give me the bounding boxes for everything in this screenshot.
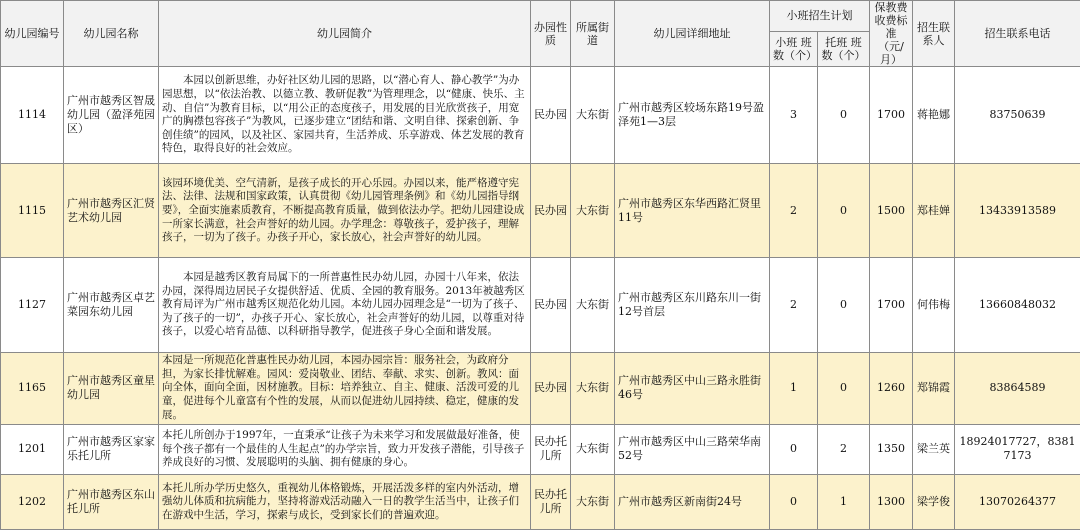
cell-phone: 83864589 [955, 352, 1080, 424]
header-id: 幼儿园编号 [1, 1, 64, 67]
cell-name: 广州市越秀区汇贤艺术幼儿园 [64, 164, 159, 258]
cell-phone: 83750639 [955, 67, 1080, 164]
cell-phone: 13433913589 [955, 164, 1080, 258]
cell-nursery-class: 0 [818, 67, 870, 164]
cell-address: 广州市越秀区中山三路永胜街46号 [615, 352, 770, 424]
cell-fee: 1300 [870, 474, 913, 529]
cell-intro [159, 474, 531, 529]
cell-intro [159, 424, 531, 474]
cell-street: 大东街 [571, 424, 615, 474]
intro-text: 本园是越秀区教育局属下的一所普惠性民办幼儿园，办园十八年来，依法办园，深得周边居民子女提供舒适、优质、全园的教育服务。2013年被越秀区教育局评为广州市越秀区规范化幼儿园。本幼儿园办园理念是“一切为了孩子、为了孩子的一切”，办孩子开心、家长放心，社会声誉好的幼儿园，以尊重对待孩子，以爱心培育品德、以科研指导教学，促进孩子身心全面和谐发展。 [162, 271, 525, 337]
cell-nursery-class: 2 [818, 424, 870, 474]
intro-text: 本托儿所办学历史悠久，重视幼儿体格锻炼，开展活泼多样的室内外活动，增强幼儿体质和抗病能力，坚持将游戏活动融入一日的教学生活当中，让孩子们在游戏中生活，学习，探索与成长，受到家长们的普遍欢迎。 [162, 482, 519, 521]
header-small-class: 小班 班数（个） [770, 31, 818, 66]
header-name: 幼儿园名称 [64, 1, 159, 67]
cell-name: 广州市越秀区东山托儿所 [64, 474, 159, 529]
cell-id: 1165 [1, 352, 64, 424]
cell-intro [159, 67, 531, 164]
cell-name: 广州市越秀区智晟幼儿园（盈泽苑园区） [64, 67, 159, 164]
cell-name: 广州市越秀区卓艺菜园东幼儿园 [64, 258, 159, 352]
cell-fee: 1700 [870, 67, 913, 164]
cell-address: 广州市越秀区较场东路19号盈泽苑1—3层 [615, 67, 770, 164]
cell-intro [159, 352, 531, 424]
cell-address: 广州市越秀区东华西路汇贤里11号 [615, 164, 770, 258]
cell-nature: 民办托儿所 [531, 424, 571, 474]
header-plan: 小班招生计划 [770, 1, 870, 32]
cell-fee: 1350 [870, 424, 913, 474]
cell-contact: 蒋艳娜 [913, 67, 955, 164]
cell-small-class: 0 [770, 474, 818, 529]
cell-street: 大东街 [571, 67, 615, 164]
table-row [1, 164, 1080, 258]
cell-small-class: 1 [770, 352, 818, 424]
table-row [1, 352, 1080, 424]
cell-nature: 民办园 [531, 164, 571, 258]
cell-fee: 1500 [870, 164, 913, 258]
table-row [1, 474, 1080, 529]
header-phone: 招生联系电话 [955, 1, 1080, 67]
cell-small-class: 2 [770, 164, 818, 258]
cell-nursery-class: 0 [818, 352, 870, 424]
cell-small-class: 2 [770, 258, 818, 352]
cell-contact: 郑锦霞 [913, 352, 955, 424]
cell-intro [159, 164, 531, 258]
table-row [1, 424, 1080, 474]
cell-address: 广州市越秀区东川路东川一街12号首层 [615, 258, 770, 352]
cell-phone: 13660848032 [955, 258, 1080, 352]
cell-fee: 1260 [870, 352, 913, 424]
cell-nature: 民办托儿所 [531, 474, 571, 529]
header-contact: 招生联系人 [913, 1, 955, 67]
cell-street: 大东街 [571, 352, 615, 424]
intro-text: 该园环境优美、空气清新，是孩子成长的开心乐园。办园以来，能严格遵守宪法、法律、法规和国家政策，认真贯彻《幼儿园管理条例》和《幼儿园指导纲要》，全面实施素质教育，不断提高教育质量，做到依法办学。把幼儿园建设成一所家长满意，社会声誉好的幼儿园。办学理念：尊敬孩子，爱护孩子，理解孩子，一切为了孩子。办孩子开心，家长放心，社会声誉好的幼儿园。 [162, 177, 524, 243]
cell-nature: 民办园 [531, 352, 571, 424]
intro-text: 本园以创新思维，办好社区幼儿园的思路，以“潜心育人、静心教学”为办园思想，以“依法治教、以德立教、教研促教”为管理理念，以“健康、快乐、主动、自信”为教育目标，以“用公正的态度孩子，用发展的目光欣赏孩子，用宽广的胸襟包容孩子”为教风，已逐步建立“团结和谐、文明自律、探索创新、争创佳绩”的园风，以及社区、家园共育，生活养成、乐享游戏、体艺发展的教育特色，取得良好的社会效应。 [162, 74, 525, 154]
header-nursery-class: 托班 班数（个） [818, 31, 870, 66]
header-nature: 办园性质 [531, 1, 571, 67]
cell-nursery-class: 0 [818, 258, 870, 352]
cell-id: 1115 [1, 164, 64, 258]
table-row [1, 67, 1080, 164]
cell-small-class: 3 [770, 67, 818, 164]
header-street: 所属街道 [571, 1, 615, 67]
cell-phone: 13070264377 [955, 474, 1080, 529]
cell-phone: 18924017727，83817173 [955, 424, 1080, 474]
cell-name: 广州市越秀区童星幼儿园 [64, 352, 159, 424]
cell-nursery-class: 1 [818, 474, 870, 529]
header-fee: 保教费收费标准（元/月） [870, 1, 913, 67]
cell-contact: 梁学俊 [913, 474, 955, 529]
intro-text: 本托儿所创办于1997年，一直秉承“让孩子为未来学习和发展做最好准备，使每个孩子都有一个最佳的人生起点”的办学宗旨，致力开发孩子潜能，引导孩子养成良好的习惯、发展聪明的头脑、拥有健康的身心。 [162, 429, 524, 468]
cell-id: 1201 [1, 424, 64, 474]
table-row [1, 258, 1080, 352]
cell-fee: 1700 [870, 258, 913, 352]
cell-id: 1127 [1, 258, 64, 352]
cell-contact: 梁兰英 [913, 424, 955, 474]
cell-contact: 郑桂婵 [913, 164, 955, 258]
cell-small-class: 0 [770, 424, 818, 474]
cell-address: 广州市越秀区新南街24号 [615, 474, 770, 529]
cell-intro [159, 258, 531, 352]
cell-street: 大东街 [571, 474, 615, 529]
cell-id: 1202 [1, 474, 64, 529]
cell-id: 1114 [1, 67, 64, 164]
cell-nature: 民办园 [531, 67, 571, 164]
cell-address: 广州市越秀区中山三路荣华南52号 [615, 424, 770, 474]
cell-name: 广州市越秀区家家乐托儿所 [64, 424, 159, 474]
cell-street: 大东街 [571, 164, 615, 258]
header-intro: 幼儿园简介 [159, 1, 531, 67]
cell-nature: 民办园 [531, 258, 571, 352]
cell-contact: 何伟梅 [913, 258, 955, 352]
header-address: 幼儿园详细地址 [615, 1, 770, 67]
cell-street: 大东街 [571, 258, 615, 352]
intro-text: 本园是一所规范化普惠性民办幼儿园，本园办园宗旨：服务社会，为政府分担，为家长排忧解难。园风：爱岗敬业、团结、奉献、求实、创新。教风：面向全体，面向全面，因材施教。目标：培养独立、自主、健康、活泼可爱的儿童，促进每个儿童富有个性的发展，从而以促进幼儿园持续、稳定，健康的发展。 [162, 354, 519, 420]
cell-nursery-class: 0 [818, 164, 870, 258]
